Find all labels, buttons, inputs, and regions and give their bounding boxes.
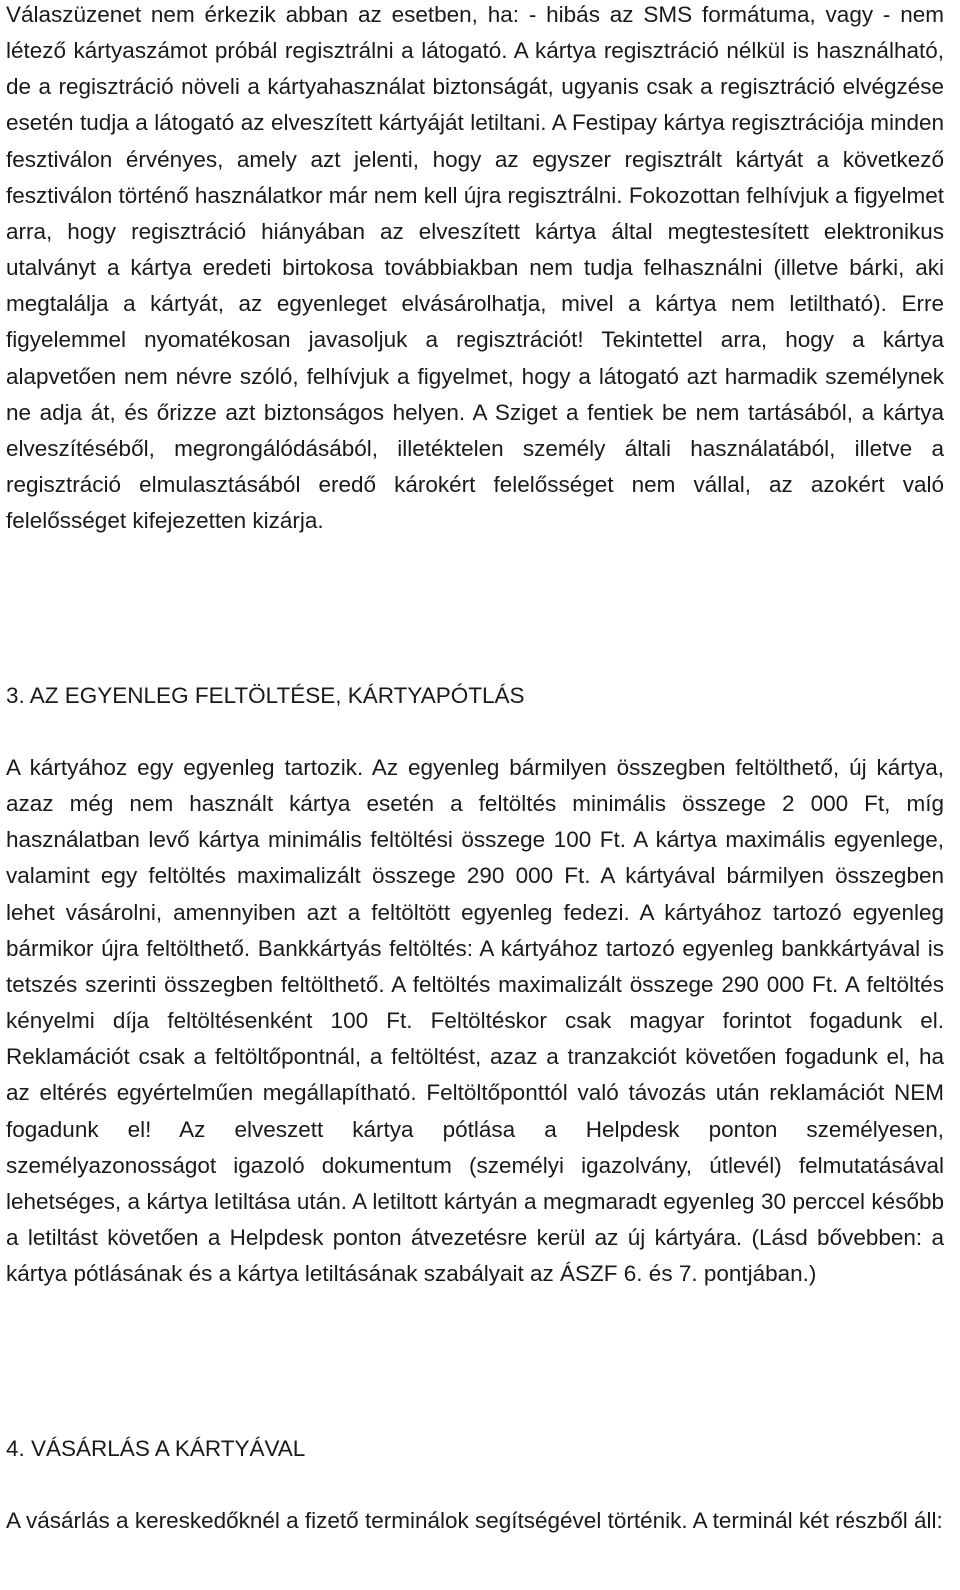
- paragraph-card-registration: Válaszüzenet nem érkezik abban az esetben, ha: - hibás az SMS formátuma, vagy - nem létező kártyaszámot próbál regisztrálni a látogató. A kártya regisztráció nélkül is használható, de a regisztráció növeli a kártyahasználat biztonságát, ugyanis csak a regisztráció elvégzése esetén tudja a látogató az elveszített kártyáját letiltani. A Festipay kártya regisztrációja minden fesztiválon érvényes, amely azt jelenti, hogy az egyszer regisztrált kártyát a következő fesztiválon történő használatkor már nem kell újra regisztrálni. Fokozottan felhívjuk a figyelmet arra, hogy regisztráció hiányában az elveszített kártya által megtestesített elektronikus utalványt a kártya eredeti birtokosa továbbiakban nem tudja felhasználni (illetve bárki, aki megtalálja a kártyát, az egyenleget elvásárolhatja, mivel a kártya nem letiltható). Erre figyelemmel nyomatékosan javasoljuk a regisztrációt! Tekintettel arra, hogy a kártya alapvetően nem névre szóló, felhívjuk a figyelmet, hogy a látogató azt harmadik személynek ne adja át, és őrizze azt biztonságos helyen. A Sziget a fentiek be nem tartásából, a kártya elveszítéséből, megrongálódásából, illetéktelen személy általi használatából, illetve a regisztráció elmulasztásából eredő károkért felelősséget nem vállal, az azokért való felelősséget kifejezetten kizárja.: [6, 2, 944, 534]
- section-heading-purchase: 4. VÁSÁRLÁS A KÁRTYÁVAL: [6, 1436, 306, 1461]
- section-heading-balance-topup: 3. AZ EGYENLEG FELTÖLTÉSE, KÁRTYAPÓTLÁS: [6, 683, 525, 708]
- paragraph-balance-topup: A kártyához egy egyenleg tartozik. Az egyenleg bármilyen összegben feltölthető, új kártya, azaz még nem használt kártya esetén a feltöltés minimális összege 2 000 Ft, míg használatban levő kártya minimális feltöltési összege 100 Ft. A kártya maximális egyenlege, valamint egy feltöltés maximalizált összege 290 000 Ft. A kártyával bármilyen összegben lehet vásárolni, amennyiben azt a feltöltött egyenleg fedezi. A kártyához tartozó egyenleg bármikor újra feltölthető. Bankkártyás feltöltés: A kártyához tartozó egyenleg bankkártyával is tetszés szerinti összegben feltölthető. A feltöltés maximalizált összege 290 000 Ft. A feltöltés kényelmi díja feltöltésenként 100 Ft. Feltöltéskor csak magyar forintot fogadunk el. Reklamációt csak a feltöltőpontnál, a feltöltést, azaz a tranzakciót követően fogadunk el, ha az eltérés egyértelműen megállapítható. Feltöltőponttól való távozás után reklamációt NEM fogadunk el! Az elveszett kártya pótlása a Helpdesk ponton személyesen, személyazonosságot igazoló dokumentum (személyi igazolvány, útlevél) felmutatásával lehetséges, a kártya letiltása után. A letiltott kártyán a megmaradt egyenleg 30 perccel később a letiltást követően a Helpdesk ponton átvezetésre kerül az új kártyára. (Lásd bővebben: a kártya pótlásának és a kártya letiltásának szabályait az ÁSZF 6. és 7. pontjában.): [6, 755, 944, 1287]
- paragraph-purchase: A vásárlás a kereskedőknél a fizető terminálok segítségével történik. A terminál két részből áll:: [6, 1508, 943, 1533]
